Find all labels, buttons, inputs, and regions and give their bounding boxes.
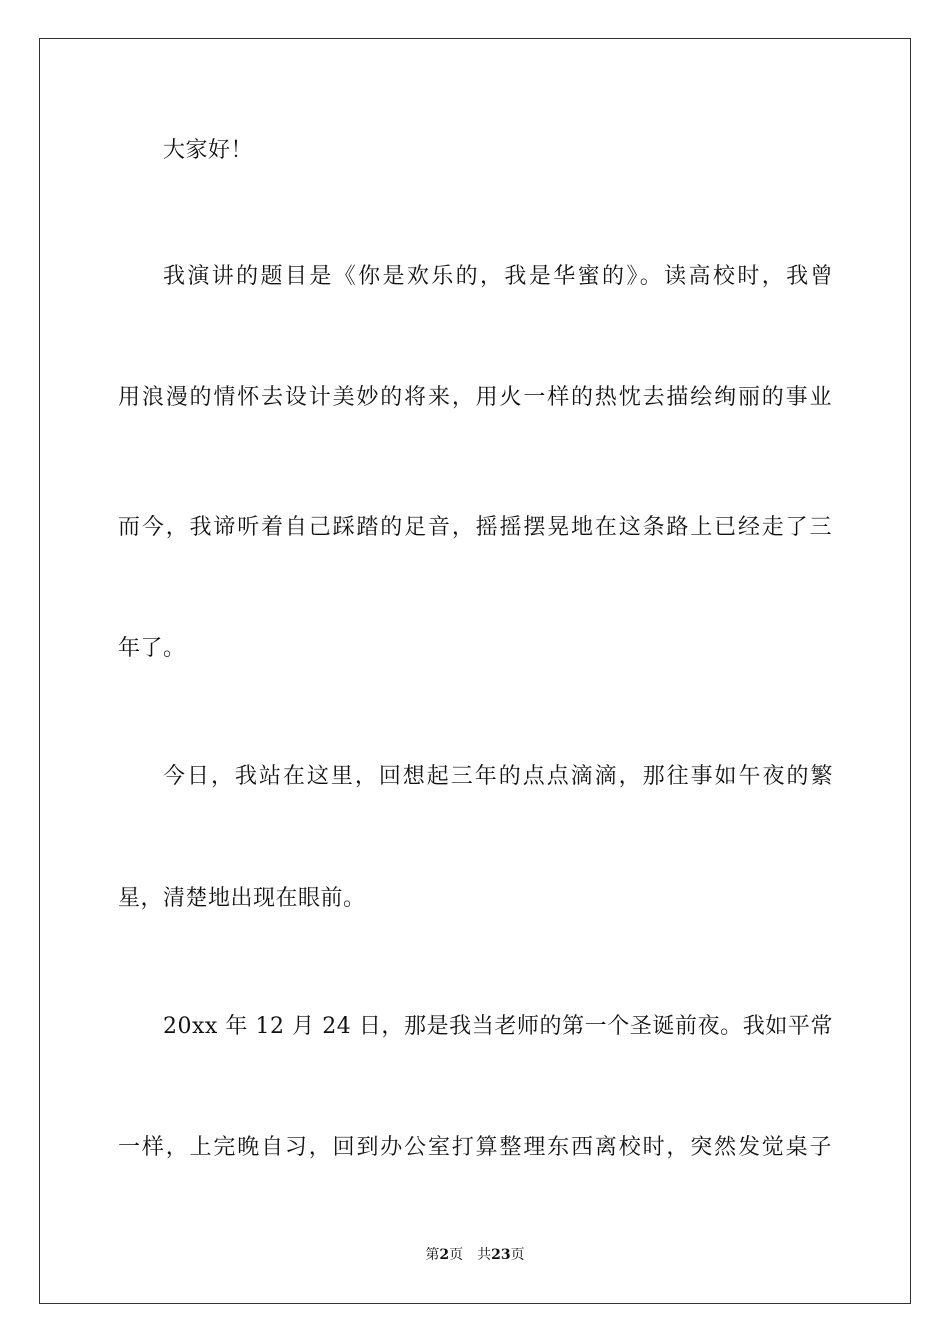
page-prefix: 第: [425, 1247, 440, 1263]
paragraph-line: 大家好！: [163, 138, 254, 163]
paragraph-line: 我演讲的题目是《你是欢乐的，我是华蜜的》。读高校时，我曾: [163, 264, 833, 289]
total-page-count: 23: [491, 1247, 511, 1263]
page-unit: 页: [449, 1247, 464, 1263]
paragraph-line: 星，清楚地出现在眼前。: [118, 886, 366, 911]
total-prefix: 共: [477, 1247, 492, 1263]
paragraph-line: 今日，我站在这里，回想起三年的点点滴滴，那往事如午夜的繁: [163, 764, 833, 789]
paragraph-line: 而今，我谛听着自己踩踏的足音，摇摇摆晃地在这条路上已经走了三: [118, 515, 832, 540]
paragraph-line: 用浪漫的情怀去设计美妙的将来，用火一样的热忱去描绘绚丽的事业: [118, 385, 832, 410]
current-page-number: 2: [439, 1247, 450, 1263]
paragraph-line: 年了。: [118, 636, 186, 661]
total-unit: 页: [510, 1247, 525, 1263]
paragraph-line: 一样，上完晚自习，回到办公室打算整理东西离校时，突然发觉桌子: [118, 1135, 832, 1160]
page-footer: [0, 1246, 950, 1264]
page-border: [39, 38, 911, 1304]
paragraph-line: 20xx 年 12 月 24 日，那是我当老师的第一个圣诞前夜。我如平常: [163, 1014, 833, 1039]
